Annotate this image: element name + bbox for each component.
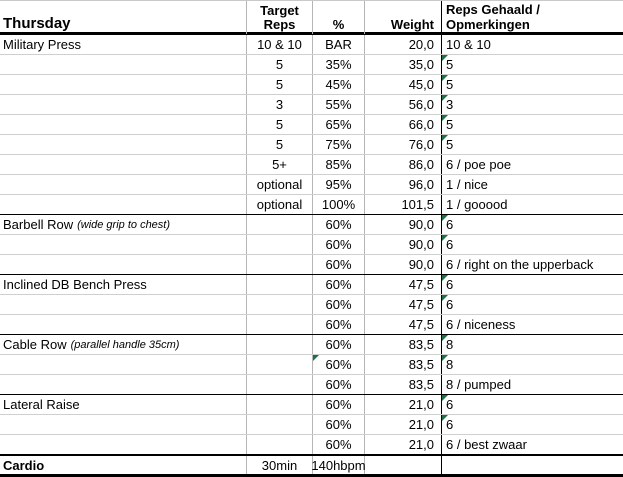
cell-flag-triangle-icon [442,115,448,121]
weight-cell[interactable] [365,435,442,454]
cell-flag-triangle-icon [313,355,319,361]
result-cell[interactable] [442,375,623,394]
target-reps-cell[interactable] [247,275,313,294]
table-row [0,134,623,154]
percent-cell[interactable] [313,355,365,374]
table-row [0,294,623,314]
weight-value: 45,0 [408,77,434,92]
table-row [0,374,623,394]
exercise-cell[interactable] [0,135,247,154]
result-cell[interactable] [442,75,623,94]
exercise-cell[interactable] [0,375,247,394]
weight-value: 90,0 [408,237,434,252]
percent-value: 60% [325,257,352,272]
percent-value: 55% [325,97,352,112]
percent-cell[interactable] [313,375,365,394]
cell-flag-triangle-icon [442,335,448,341]
percent-cell[interactable] [313,456,365,474]
weight-value: 83,5 [408,337,434,352]
weight-cell[interactable] [365,175,442,194]
weight-value: 21,0 [408,397,434,412]
weight-cell[interactable] [365,375,442,394]
exercise-cell[interactable] [0,155,247,174]
result-value: 8 [446,357,454,372]
exercise-name: Military Press [3,37,82,52]
target-reps-cell[interactable] [247,35,313,54]
percent-cell[interactable] [313,195,365,214]
target-reps-cell[interactable] [247,195,313,214]
exercise-name: Lateral Raise [3,397,80,412]
target-reps-value: 10 & 10 [257,37,302,52]
result-value: 5 [446,77,454,92]
weight-cell[interactable] [365,415,442,434]
target-reps-value: optional [256,197,303,212]
target-reps-value: 30min [261,457,298,473]
table-row [0,174,623,194]
target-reps-cell[interactable] [247,355,313,374]
table-row [0,254,623,274]
target-reps-cell[interactable] [247,55,313,74]
exercise-cell[interactable] [0,295,247,314]
percent-cell[interactable] [313,55,365,74]
table-row [0,354,623,374]
percent-value: 60% [325,297,352,312]
table-row [0,334,623,354]
percent-cell[interactable] [313,35,365,54]
result-cell[interactable] [442,295,623,314]
result-value: 1 / gooood [446,197,508,212]
percent-cell[interactable] [313,415,365,434]
result-cell[interactable] [442,135,623,154]
percent-cell[interactable] [313,315,365,334]
weight-cell[interactable] [365,395,442,414]
table-row [0,414,623,434]
target-reps-cell[interactable] [247,315,313,334]
percent-value: 60% [325,237,352,252]
percent-cell[interactable] [313,155,365,174]
percent-value: 60% [325,357,352,372]
header-row [0,1,623,34]
exercise-name: Inclined DB Bench Press [3,277,147,292]
weight-cell[interactable] [365,135,442,154]
weight-value: 90,0 [408,217,434,232]
percent-value: 60% [325,217,352,232]
target-reps-cell[interactable] [247,456,313,474]
percent-value: 60% [325,317,352,332]
target-reps-value: 5 [275,77,284,92]
target-reps-value: 3 [275,97,284,112]
result-value: 5 [446,117,454,132]
result-value: 6 [446,397,454,412]
weight-header-cell[interactable] [365,1,442,34]
percent-header-label: % [332,17,345,32]
result-cell[interactable] [442,395,623,414]
cell-flag-triangle-icon [442,55,448,61]
percent-value: 60% [325,417,352,432]
weight-header-label: Weight [390,17,434,32]
result-value: 6 / best zwaar [446,437,527,452]
exercise-note: (parallel handle 35cm) [70,338,180,351]
weight-value: 90,0 [408,257,434,272]
table-row [0,154,623,174]
percent-value: BAR [325,37,352,52]
target-reps-header-cell[interactable] [247,1,313,34]
weight-cell[interactable] [365,195,442,214]
result-value: 6 / right on the upperback [446,257,594,272]
exercise-cell[interactable] [0,315,247,334]
exercise-cell[interactable] [0,35,247,54]
target-reps-cell[interactable] [247,235,313,254]
weight-cell[interactable] [365,215,442,234]
weight-value: 21,0 [408,417,434,432]
cell-flag-triangle-icon [442,395,448,401]
table-row [0,214,623,234]
result-cell[interactable] [442,175,623,194]
result-value: 3 [446,97,454,112]
table-row [0,454,623,474]
weight-cell[interactable] [365,55,442,74]
percent-value: 100% [321,197,356,212]
table-row [0,274,623,294]
result-value: 5 [446,57,454,72]
result-cell[interactable] [442,35,623,54]
weight-value: 20,0 [408,37,434,52]
percent-cell[interactable] [313,255,365,274]
cell-flag-triangle-icon [442,275,448,281]
table-row [0,434,623,454]
result-cell[interactable] [442,335,623,354]
weight-value: 83,5 [408,377,434,392]
target-reps-value: 5 [275,57,284,72]
target-reps-value: 5 [275,117,284,132]
percent-cell[interactable] [313,115,365,134]
percent-value: 35% [325,57,352,72]
weight-cell[interactable] [365,115,442,134]
weight-cell[interactable] [365,35,442,54]
result-header-label: Reps Gehaald / Opmerkingen [446,2,540,32]
result-value: 8 / pumped [446,377,512,392]
target-reps-value: 5 [275,137,284,152]
percent-value: 45% [325,77,352,92]
result-cell[interactable] [442,195,623,214]
weight-value: 47,5 [408,277,434,292]
weight-cell[interactable] [365,355,442,374]
table-row [0,94,623,114]
target-reps-cell[interactable] [247,395,313,414]
weight-cell[interactable] [365,75,442,94]
cell-flag-triangle-icon [442,355,448,361]
result-value: 1 / nice [446,177,488,192]
exercise-cell[interactable] [0,75,247,94]
result-value: 6 [446,217,454,232]
exercise-name: Cable Row [3,337,67,352]
percent-cell[interactable] [313,75,365,94]
weight-cell[interactable] [365,95,442,114]
cell-flag-triangle-icon [442,95,448,101]
weight-value: 83,5 [408,357,434,372]
result-value: 6 [446,297,454,312]
weight-value: 47,5 [408,297,434,312]
result-cell[interactable] [442,255,623,274]
percent-value: 60% [325,397,352,412]
percent-cell[interactable] [313,135,365,154]
result-cell[interactable] [442,155,623,174]
exercise-cell[interactable] [0,235,247,254]
weight-cell[interactable] [365,315,442,334]
exercise-cell[interactable] [0,395,247,414]
result-header-cell[interactable] [442,1,623,34]
table-row [0,74,623,94]
result-cell[interactable] [442,435,623,454]
target-reps-value: optional [256,177,303,192]
result-value: 8 [446,337,454,352]
percent-cell[interactable] [313,175,365,194]
weight-cell[interactable] [365,275,442,294]
exercise-name: Cardio [3,457,45,473]
exercise-note: (wide grip to chest) [77,218,171,231]
exercise-cell[interactable] [0,255,247,274]
target-reps-cell[interactable] [247,155,313,174]
cell-flag-triangle-icon [442,215,448,221]
target-reps-cell[interactable] [247,435,313,454]
result-cell[interactable] [442,115,623,134]
exercise-cell[interactable] [0,95,247,114]
result-value: 6 [446,237,454,252]
weight-cell[interactable] [365,155,442,174]
cell-flag-triangle-icon [442,235,448,241]
result-value: 5 [446,137,454,152]
percent-value: 65% [325,117,352,132]
cell-flag-triangle-icon [442,135,448,141]
result-cell[interactable] [442,275,623,294]
target-reps-cell[interactable] [247,375,313,394]
result-cell[interactable] [442,235,623,254]
target-reps-cell[interactable] [247,335,313,354]
exercise-cell[interactable] [0,415,247,434]
result-value: 6 / poe poe [446,157,512,172]
percent-cell[interactable] [313,395,365,414]
table-row [0,54,623,74]
result-cell[interactable] [442,315,623,334]
percent-value: 140hbpm [311,457,366,473]
target-reps-cell[interactable] [247,255,313,274]
result-cell[interactable] [442,456,623,474]
percent-value: 60% [325,437,352,452]
percent-cell[interactable] [313,235,365,254]
exercise-cell[interactable] [0,175,247,194]
table-row [0,234,623,254]
weight-value: 56,0 [408,97,434,112]
percent-value: 95% [325,177,352,192]
exercise-cell[interactable] [0,456,247,474]
weight-cell[interactable] [365,295,442,314]
weight-value: 35,0 [408,57,434,72]
exercise-cell[interactable] [0,55,247,74]
percent-value: 60% [325,337,352,352]
day-title: Thursday [3,15,71,32]
percent-value: 85% [325,157,352,172]
target-reps-cell[interactable] [247,115,313,134]
weight-value: 66,0 [408,117,434,132]
percent-cell[interactable] [313,275,365,294]
weight-value: 101,5 [401,197,434,212]
result-cell[interactable] [442,55,623,74]
result-value: 6 [446,277,454,292]
weight-value: 47,5 [408,317,434,332]
target-reps-cell[interactable] [247,95,313,114]
cell-flag-triangle-icon [442,295,448,301]
weight-value: 21,0 [408,437,434,452]
table-row [0,34,623,54]
target-reps-cell[interactable] [247,415,313,434]
percent-cell[interactable] [313,335,365,354]
result-cell[interactable] [442,415,623,434]
result-cell[interactable] [442,215,623,234]
exercise-cell[interactable] [0,435,247,454]
percent-value: 60% [325,277,352,292]
result-cell[interactable] [442,355,623,374]
percent-cell[interactable] [313,215,365,234]
table-row [0,394,623,414]
exercise-name: Barbell Row [3,217,74,232]
table-row [0,314,623,334]
weight-cell[interactable] [365,235,442,254]
result-value: 10 & 10 [446,37,491,52]
weight-value: 96,0 [408,177,434,192]
target-reps-cell[interactable] [247,215,313,234]
percent-cell[interactable] [313,295,365,314]
weight-cell[interactable] [365,456,442,474]
target-reps-cell[interactable] [247,135,313,154]
exercise-cell[interactable] [0,355,247,374]
percent-cell[interactable] [313,95,365,114]
day-header-cell[interactable] [0,1,247,34]
weight-cell[interactable] [365,255,442,274]
target-reps-cell[interactable] [247,295,313,314]
cell-flag-triangle-icon [442,415,448,421]
percent-header-cell[interactable] [313,1,365,34]
weight-cell[interactable] [365,335,442,354]
cell-flag-triangle-icon [442,75,448,81]
exercise-cell[interactable] [0,115,247,134]
result-cell[interactable] [442,95,623,114]
table-row [0,194,623,214]
result-value: 6 / niceness [446,317,516,332]
weight-value: 86,0 [408,157,434,172]
target-reps-cell[interactable] [247,175,313,194]
exercise-cell[interactable] [0,195,247,214]
exercise-cell[interactable] [0,275,247,294]
result-value: 6 [446,417,454,432]
table-row [0,114,623,134]
target-reps-value: 5+ [272,157,287,172]
table-body [0,34,623,474]
target-reps-header-label: Target Reps [260,3,299,32]
percent-value: 75% [325,137,352,152]
weight-value: 76,0 [408,137,434,152]
target-reps-cell[interactable] [247,75,313,94]
exercise-cell[interactable] [0,335,247,354]
exercise-cell[interactable] [0,215,247,234]
percent-cell[interactable] [313,435,365,454]
percent-value: 60% [325,377,352,392]
